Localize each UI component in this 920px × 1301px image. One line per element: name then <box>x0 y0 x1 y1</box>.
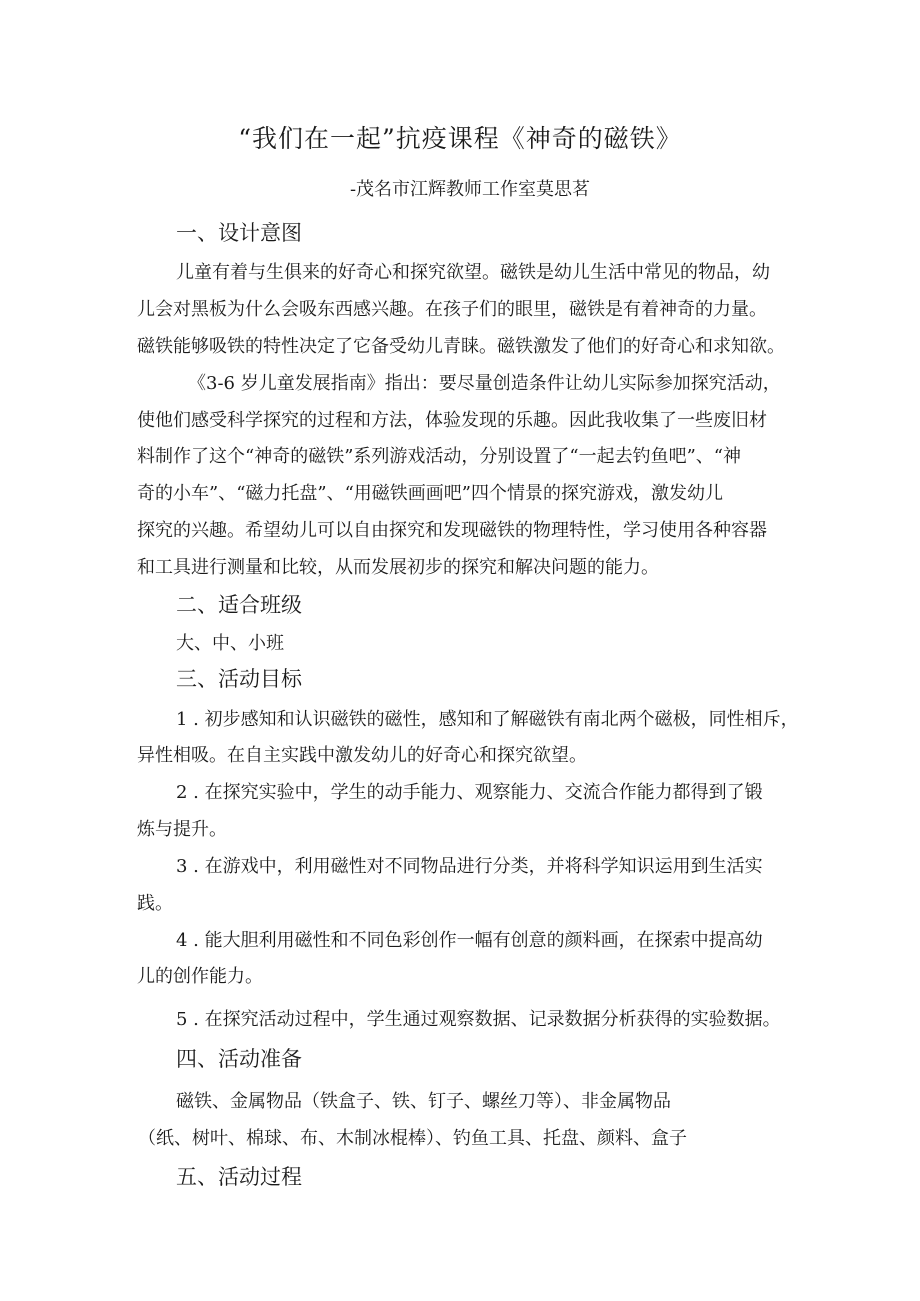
section-heading-preparation: 四、活动准备 <box>176 1047 302 1071</box>
goal-item-continued: 炼与提升。 <box>137 819 227 840</box>
section-heading-class: 二、适合班级 <box>176 593 302 617</box>
materials-line: （纸、树叶、棉球、布、木制冰棍棒）、钓鱼工具、托盘、颜料、盒子 <box>138 1128 687 1149</box>
section-heading-design-intent: 一、设计意图 <box>176 221 302 245</box>
paragraph-line: 《3-6 岁儿童发展指南》指出：要尽量创造条件让幼儿实际参加探究活动， <box>188 373 781 394</box>
paragraph-line: 磁铁能够吸铁的特性决定了它备受幼儿青睐。磁铁激发了他们的好奇心和求知欲。 <box>137 336 785 357</box>
goal-item: 1 . 初步感知和认识磁铁的磁性，感知和了解磁铁有南北两个磁极，同性相斥， <box>176 709 799 730</box>
goal-item: 4 . 能大胆利用磁性和不同色彩创作一幅有创意的颜料画，在探索中提高幼 <box>176 930 763 951</box>
paragraph-line: 使他们感受科学探究的过程和方法，体验发现的乐趣。因此我收集了一些废旧材 <box>137 410 767 431</box>
document-title: “我们在一起”抗疫课程《神奇的磁铁》 <box>238 124 682 153</box>
goal-item: 3 . 在游戏中，利用磁性对不同物品进行分类，并将科学知识运用到生活实 <box>176 856 763 877</box>
section-heading-process: 五、活动过程 <box>176 1165 302 1189</box>
paragraph-line: 儿童有着与生俱来的好奇心和探究欲望。磁铁是幼儿生活中常见的物品，幼 <box>176 262 770 283</box>
paragraph-line: 探究的兴趣。希望幼儿可以自由探究和发现磁铁的物理特性，学习使用各种容器 <box>137 520 767 541</box>
paragraph-line: 和工具进行测量和比较，从而发展初步的探究和解决问题的能力。 <box>137 557 659 578</box>
document-author: -茂名市江辉教师工作室莫思茗 <box>349 179 591 200</box>
paragraph-line: 奇的小车”、“磁力托盘”、“用磁铁画画吧”四个情景的探究游戏，激发幼儿 <box>137 483 724 504</box>
paragraph-line: 儿会对黑板为什么会吸东西感兴趣。在孩子们的眼里，磁铁是有着神奇的力量。 <box>137 299 767 320</box>
goal-item: 2 . 在探究实验中，学生的动手能力、观察能力、交流合作能力都得到了锻 <box>176 782 763 803</box>
goal-item: 5 . 在探究活动过程中，学生通过观察数据、记录数据分析获得的实验数据。 <box>176 1009 781 1030</box>
class-text: 大、中、小班 <box>176 633 284 654</box>
materials-line: 磁铁、金属物品（铁盒子、铁、钉子、螺丝刀等）、非金属物品 <box>176 1091 671 1112</box>
goal-item-continued: 践。 <box>137 893 173 914</box>
paragraph-line: 料制作了这个“神奇的磁铁”系列游戏活动，分别设置了“一起去钓鱼吧”、“神 <box>137 446 742 467</box>
section-heading-goals: 三、活动目标 <box>176 667 302 691</box>
goal-item-continued: 儿的创作能力。 <box>137 966 263 987</box>
goal-item-continued: 异性相吸。在自主实践中激发幼儿的好奇心和探究欲望。 <box>137 745 587 766</box>
